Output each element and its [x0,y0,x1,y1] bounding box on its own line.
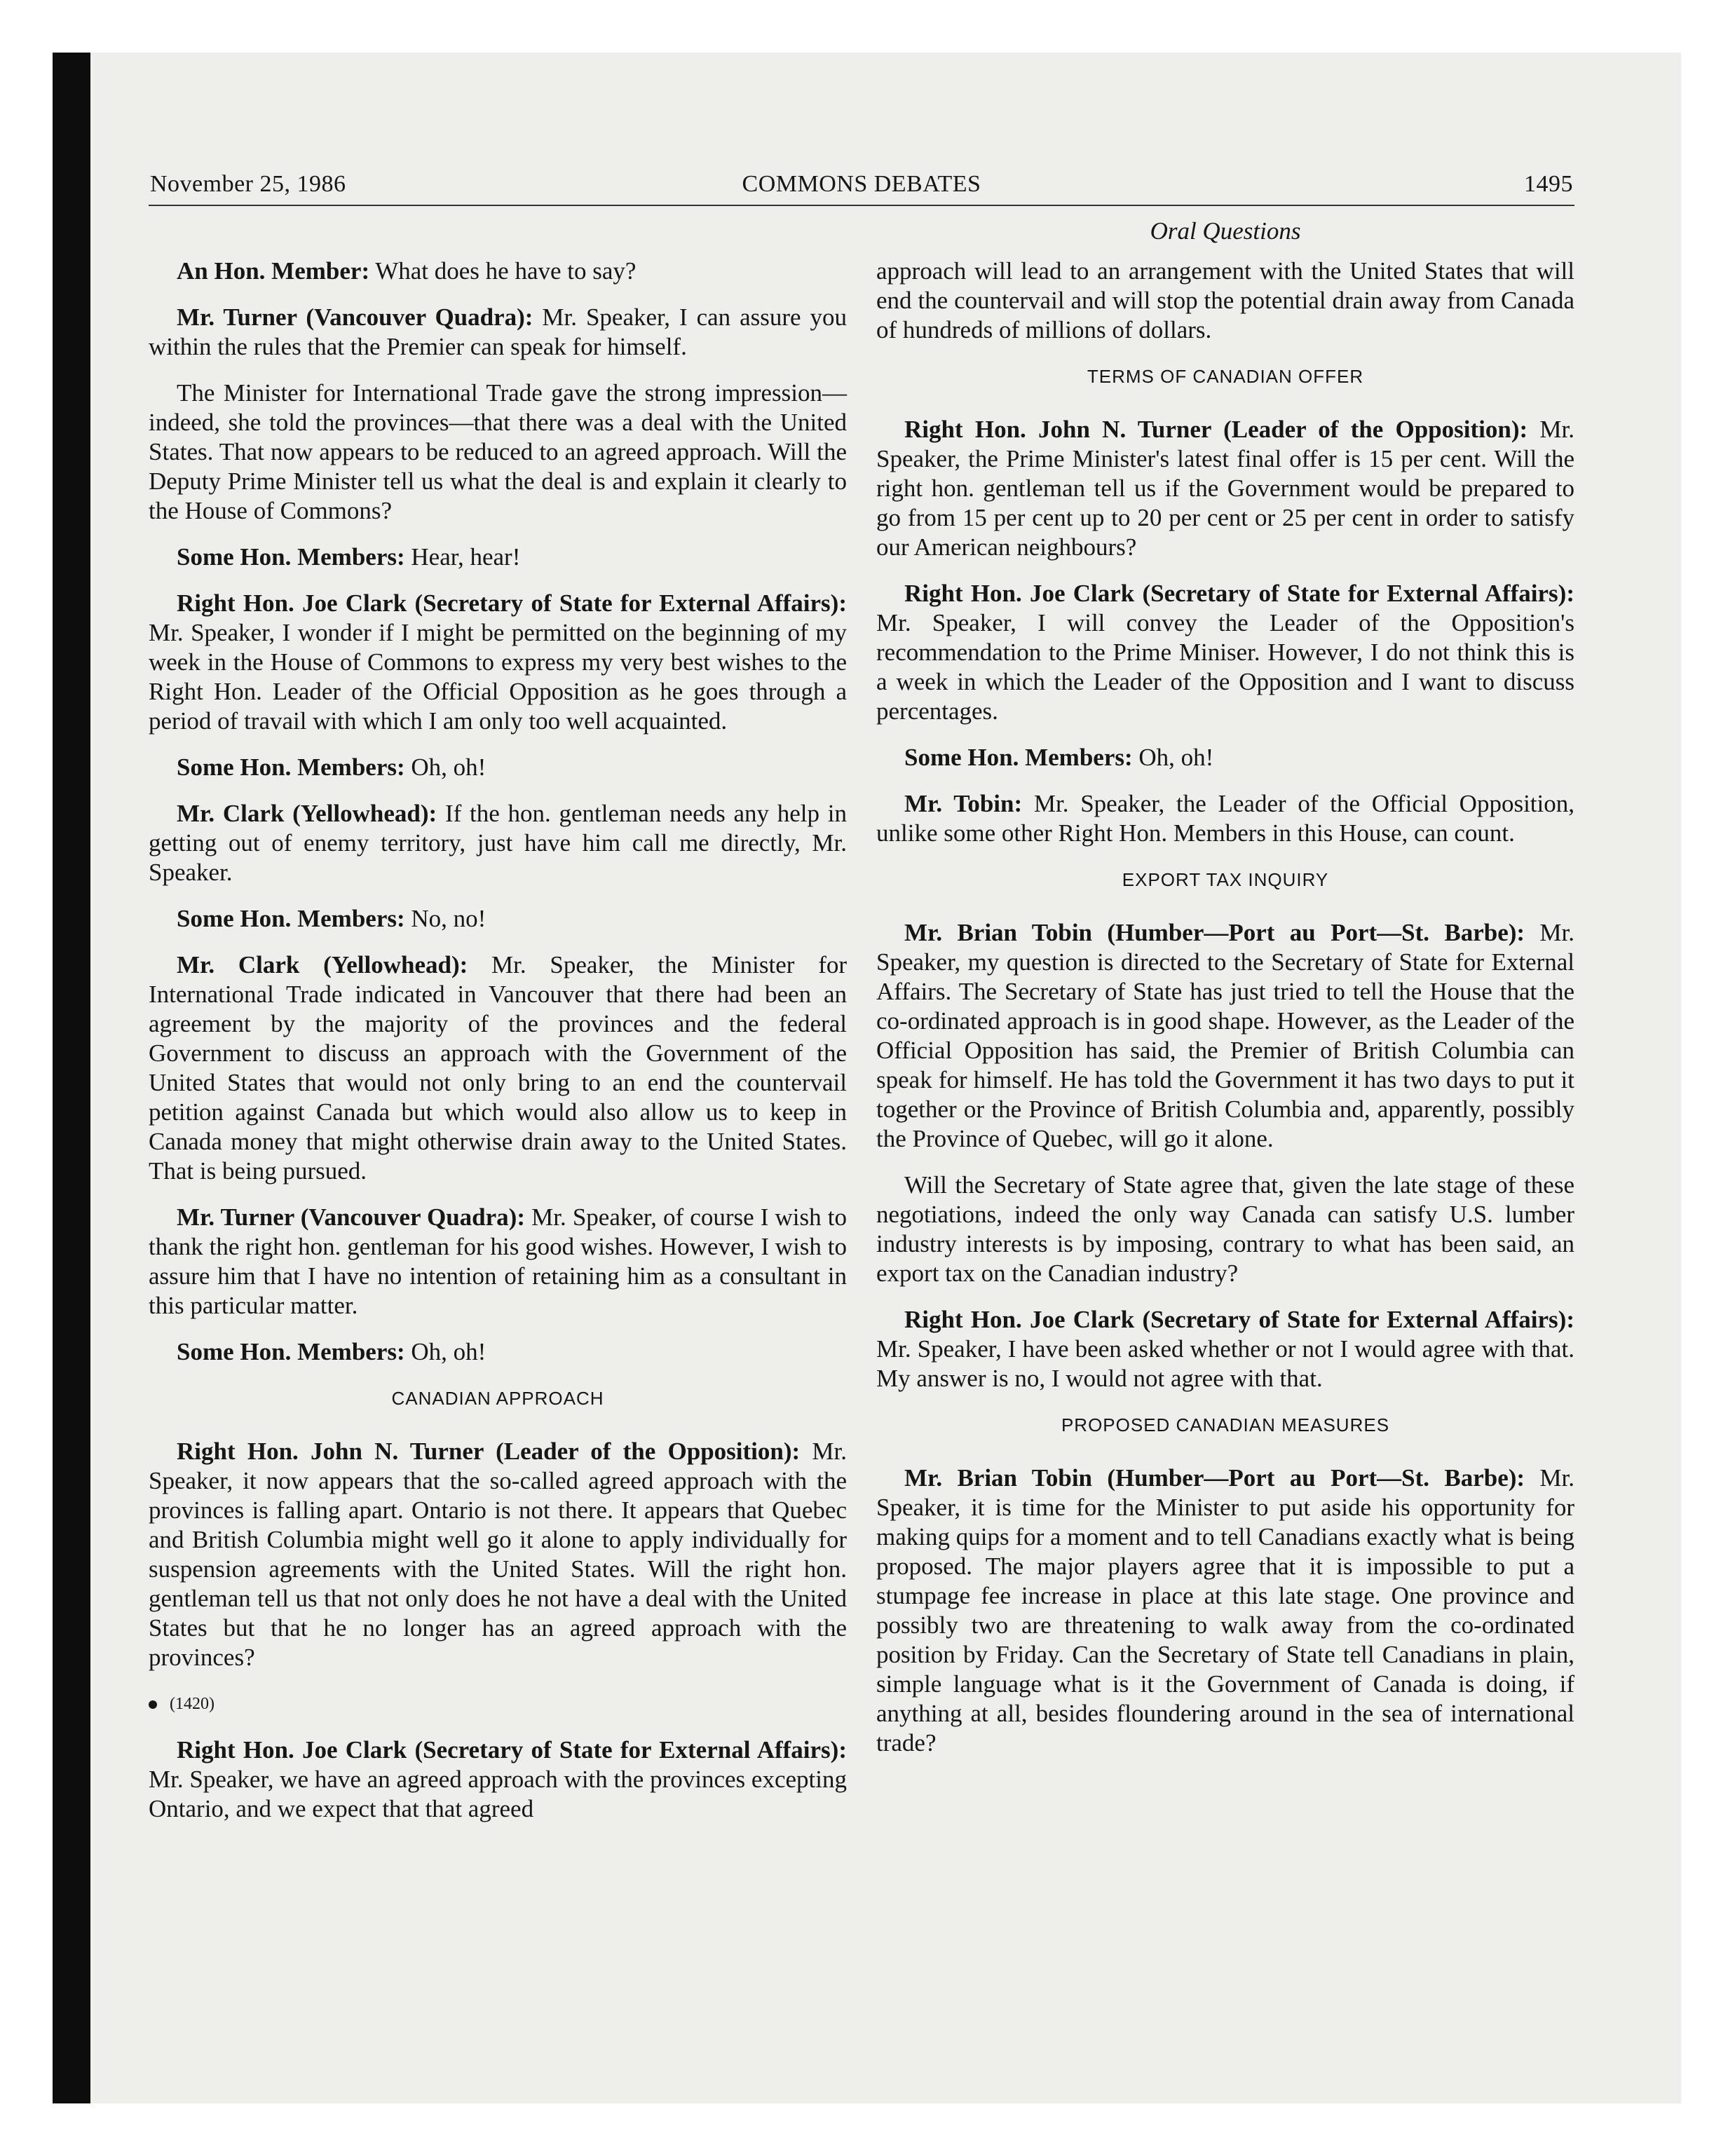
section-title: Oral Questions [1150,217,1301,245]
speech-text: Mr. Speaker, it is time for the Minister to put aside his opportunity for making quips for a moment and to tell Canadians exactly what is being proposed. The major players agree that it is impossible to put a stumpage fee increase in place at this late stage. One province and possibly two are threatening to walk away from the co-ordinated position by Friday. Can the Secretary of State tell Canadians in plain, simple language what is it the Government of Canada is doing, if anything at all, besides floundering around in the sea of international trade? [876,1464,1574,1756]
paragraph [149,1735,847,1824]
paragraph [876,1464,1574,1758]
speech-text: Hear, hear! [404,543,521,571]
paragraph [149,303,847,362]
header-date: November 25, 1986 [150,171,346,197]
paragraph [149,799,847,887]
header-page-number: 1495 [1524,171,1573,197]
paragraph [149,257,847,286]
paragraph [149,1437,847,1672]
speaker-name: Mr. Turner (Vancouver Quadra): [177,303,533,331]
speech-text: Mr. Speaker, we have an agreed approach with the provinces excepting Ontario, and we expect that that agreed [149,1766,847,1822]
speech-text: Mr. Speaker, of course I wish to thank the right hon. gentleman for his good wishes. However, I wish to assure him that I have no intention of retaining him as a consultant in this particular matter. [149,1203,847,1319]
paragraph [149,589,847,736]
speech-text: Will the Secretary of State agree that, given the late stage of these negotiations, indeed the only way Canada can satisfy U.S. lumber industry interests is by imposing, contrary to what has been said, an export tax on the Canadian industry? [876,1171,1574,1287]
speech-text: approach will lead to an arrangement with the United States that will end the countervail and will stop the potential drain away from Canada of hundreds of millions of dollars. [876,257,1574,343]
time-marker-text: (1420) [170,1695,215,1713]
speech-text: Mr. Speaker, the Prime Minister's latest final offer is 15 per cent. Will the right hon. gentleman tell us if the Government would be prepared to go from 15 per cent up to 20 per cent or 25 per cent in order to satisfy our American neighbours? [876,416,1574,561]
binding-strip [53,53,90,2103]
subheading-canadian-approach: CANADIAN APPROACH [391,1388,604,1409]
speech-text: Mr. Speaker, I have been asked whether or not I would agree with that. My answer is no, I would not agree with that. [876,1335,1574,1392]
speech-text: The Minister for International Trade gave the strong impression—indeed, she told the provinces—that there was a deal with the United States. That now appears to be reduced to an agreed approach. Will the Deputy Prime Minister tell us what the deal is and explain it clearly to the House of Commons? [149,379,847,524]
speaker-name: Some Hon. Members: [177,1338,405,1365]
speaker-name: Mr. Clark (Yellowhead): [177,800,437,827]
speaker-name: Right Hon. Joe Clark (Secretary of State for External Affairs): [177,589,847,617]
paragraph [876,1305,1574,1393]
paragraph [149,904,847,934]
speaker-name: Some Hon. Members: [177,753,405,781]
speaker-name: Some Hon. Members: [177,905,405,932]
left-column [149,257,847,1841]
speaker-name: Right Hon. John N. Turner (Leader of the Opposition): [177,1438,801,1465]
speaker-name: Right Hon. Joe Clark (Secretary of State for External Affairs): [904,1306,1574,1333]
speaker-name: Mr. Brian Tobin (Humber—Port au Port—St. Barbe): [904,919,1525,946]
speech-text: Mr. Speaker, I can assure you within the rules that the Premier can speak for himself. [149,303,847,360]
paragraph [149,543,847,572]
speaker-name: Some Hon. Members: [904,744,1133,771]
speaker-name: Some Hon. Members: [177,543,405,571]
speech-text: Mr. Speaker, I will convey the Leader of the Opposition's recommendation to the Prime Miniser. However, I do not think this is a week in which the Leader of the Opposition and I want to discuss percentages. [876,609,1574,725]
paragraph [876,415,1574,562]
paragraph [876,257,1574,345]
speech-text: Mr. Speaker, it now appears that the so-called agreed approach with the provinces is falling apart. Ontario is not there. It appears that Quebec and British Columbia might well go it alone to apply individually for suspension agreements with the United States. Will the right hon. gentleman tell us that not only does he not have a deal with the United States but that he no longer has an agreed approach with the provinces? [149,1438,847,1671]
page-header [149,163,1574,206]
speech-text: What does he have to say? [369,257,637,285]
paragraph [149,378,847,526]
subheading-terms-of-canadian-offer: TERMS OF CANADIAN OFFER [1087,366,1364,387]
speech-text: Mr. Speaker, my question is directed to the Secretary of State for External Affairs. The Secretary of State has just tried to tell the House that the co-ordinated approach is in good shape. However, as the Leader of the Official Opposition has said, the Premier of British Columbia can speak for himself. He has told the Government it has two days to put it together or the Province of British Columbia and, apparently, possibly the Province of Quebec, will go it alone. [876,919,1574,1152]
speaker-name: Mr. Tobin: [904,790,1023,817]
speech-text: Mr. Speaker, the Leader of the Official Opposition, unlike some other Right Hon. Members in this House, can count. [876,790,1574,847]
speaker-name: An Hon. Member: [177,257,370,285]
paragraph [876,579,1574,726]
subheading-export-tax-inquiry: EXPORT TAX INQUIRY [1122,869,1329,890]
speaker-name: Right Hon. Joe Clark (Secretary of State for External Affairs): [904,580,1574,607]
paragraph [149,1203,847,1321]
speech-text: Mr. Speaker, I wonder if I might be permitted on the beginning of my week in the House of Commons to express my very best wishes to the Right Hon. Leader of the Official Opposition as he goes through a period of travail with which I am only too well acquainted. [149,619,847,735]
speech-text: No, no! [404,905,487,932]
speech-text: Oh, oh! [1132,744,1214,771]
paragraph [876,743,1574,772]
paragraph [149,753,847,782]
right-column [876,257,1574,1775]
speaker-name: Right Hon. Joe Clark (Secretary of State for External Affairs): [177,1736,847,1763]
paragraph [149,950,847,1186]
speech-text: Mr. Speaker, the Minister for International Trade indicated in Vancouver that there had been an agreement by the majority of the provinces and the federal Government to discuss an approach with the Government of the United States that would not only bring to an end the countervail petition against Canada but which would also allow us to keep in Canada money that might otherwise drain away to the United States. That is being pursued. [149,951,848,1185]
speech-text: Oh, oh! [404,1338,487,1365]
speaker-name: Mr. Clark (Yellowhead): [177,951,468,978]
paragraph [876,1171,1574,1288]
speaker-name: Mr. Turner (Vancouver Quadra): [177,1203,525,1231]
speech-text: If the hon. gentleman needs any help in getting out of enemy territory, just have him call me directly, Mr. Speaker. [149,800,847,886]
subheading-proposed-canadian-measures: PROPOSED CANADIAN MEASURES [1061,1414,1390,1435]
speaker-name: Mr. Brian Tobin (Humber—Port au Port—St. Barbe): [904,1464,1525,1492]
time-marker [149,1689,847,1719]
speech-text: Oh, oh! [404,753,487,781]
paragraph [876,918,1574,1154]
header-title: COMMONS DEBATES [742,171,981,197]
paragraph [876,789,1574,848]
paragraph [149,1337,847,1367]
speaker-name: Right Hon. John N. Turner (Leader of the Opposition): [904,416,1528,443]
bullet-icon [149,1700,157,1709]
